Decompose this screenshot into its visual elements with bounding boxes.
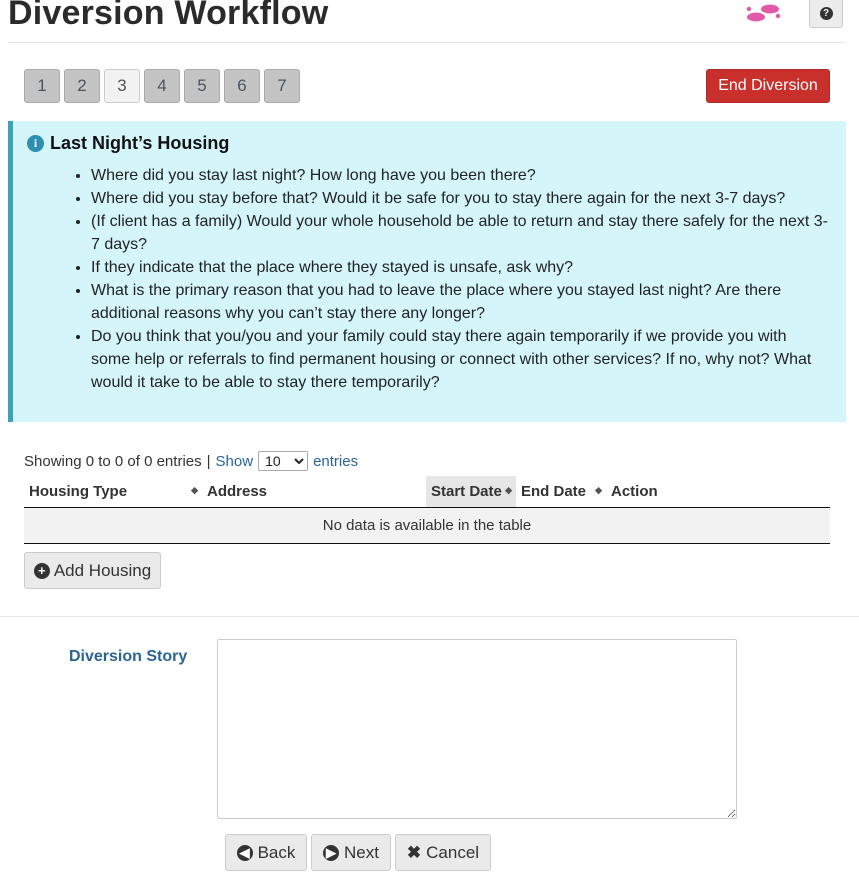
step-button-7[interactable]: 7 (264, 69, 300, 103)
table-info (24, 451, 358, 471)
page-length-select[interactable] (258, 451, 308, 471)
end-diversion-button[interactable]: End Diversion (706, 69, 830, 103)
step-button-6[interactable]: 6 (224, 69, 260, 103)
column-header-address[interactable] (202, 476, 426, 507)
column-header-label: Action (611, 482, 658, 500)
step-nav (24, 69, 300, 103)
help-button[interactable] (809, 0, 843, 28)
sort-icon: ◆ (595, 485, 602, 495)
arrow-left-circle-icon: ◀ (237, 845, 253, 861)
back-label: Back (257, 842, 296, 862)
next-button[interactable] (311, 834, 391, 871)
cancel-label: Cancel (426, 842, 480, 862)
show-label: Show (215, 452, 254, 470)
step-button-2[interactable]: 2 (64, 69, 100, 103)
column-header-label: End Date (521, 482, 587, 500)
info-bullet-list (27, 164, 830, 394)
footprints-icon (745, 0, 781, 26)
next-label: Next (344, 842, 379, 862)
cancel-button[interactable] (395, 834, 491, 871)
page-title: Diversion Workflow (8, 0, 329, 32)
table-row-empty (24, 507, 830, 543)
column-header-action (606, 476, 830, 507)
step-button-4[interactable]: 4 (144, 69, 180, 103)
diversion-story-textarea[interactable] (217, 639, 737, 819)
step-button-5[interactable]: 5 (184, 69, 220, 103)
info-bullet: • Where did you stay before that? Would it be safe for you to stay there again for the next 3-7 days? (91, 187, 830, 210)
sort-icon: ◆ (191, 485, 198, 495)
entries-label: entries (313, 452, 359, 470)
info-panel (8, 121, 846, 422)
info-bullet: • What is the primary reason that you had to leave the place where you stayed last night? Are there additional reasons why you can’t stay there any longer? (91, 279, 830, 325)
column-header-end-date[interactable] (516, 476, 606, 507)
empty-table-message: No data is available in the table (24, 507, 830, 543)
table-header-row (24, 476, 830, 507)
plus-circle-icon: + (34, 563, 50, 579)
housing-table (24, 476, 830, 544)
column-header-label: Start Date (431, 482, 502, 500)
info-bullet: • (If client has a family) Would your whole household be able to return and stay there safely for the next 3-7 days? (91, 210, 830, 256)
add-housing-button[interactable] (24, 552, 161, 589)
info-circle-icon: i (27, 135, 44, 152)
info-bullet: • Where did you stay last night? How long have you been there? (91, 164, 830, 187)
info-bullet: • If they indicate that the place where they stayed is unsafe, ask why? (91, 256, 830, 279)
info-heading-text: Last Night’s Housing (50, 133, 230, 153)
info-separator: | (206, 452, 211, 470)
column-header-label: Housing Type (29, 482, 128, 500)
x-icon: ✖ (406, 842, 422, 862)
step-button-3-current[interactable]: 3 (104, 69, 140, 103)
header-divider (8, 42, 845, 43)
question-circle-icon: ? (820, 7, 833, 20)
diversion-story-label: Diversion Story (69, 648, 188, 665)
showing-entries-text: Showing 0 to 0 of 0 entries (24, 452, 202, 470)
info-bullet: • Do you think that you/you and your family could stay there again temporarily if we provide you with some help or referrals to find permanent housing or connect with other services? If no, why not? What would it take to be able to stay there temporarily? (91, 325, 830, 394)
column-header-housing-type[interactable] (24, 476, 202, 507)
section-divider (0, 616, 859, 617)
back-button[interactable] (225, 834, 307, 871)
step-button-1[interactable]: 1 (24, 69, 60, 103)
add-housing-label: Add Housing (53, 560, 152, 580)
info-heading (27, 133, 830, 154)
column-header-start-date[interactable] (426, 476, 516, 507)
column-header-label: Address (207, 482, 268, 500)
arrow-right-circle-icon: ▶ (323, 845, 339, 861)
sort-icon: ◆ (505, 485, 512, 495)
